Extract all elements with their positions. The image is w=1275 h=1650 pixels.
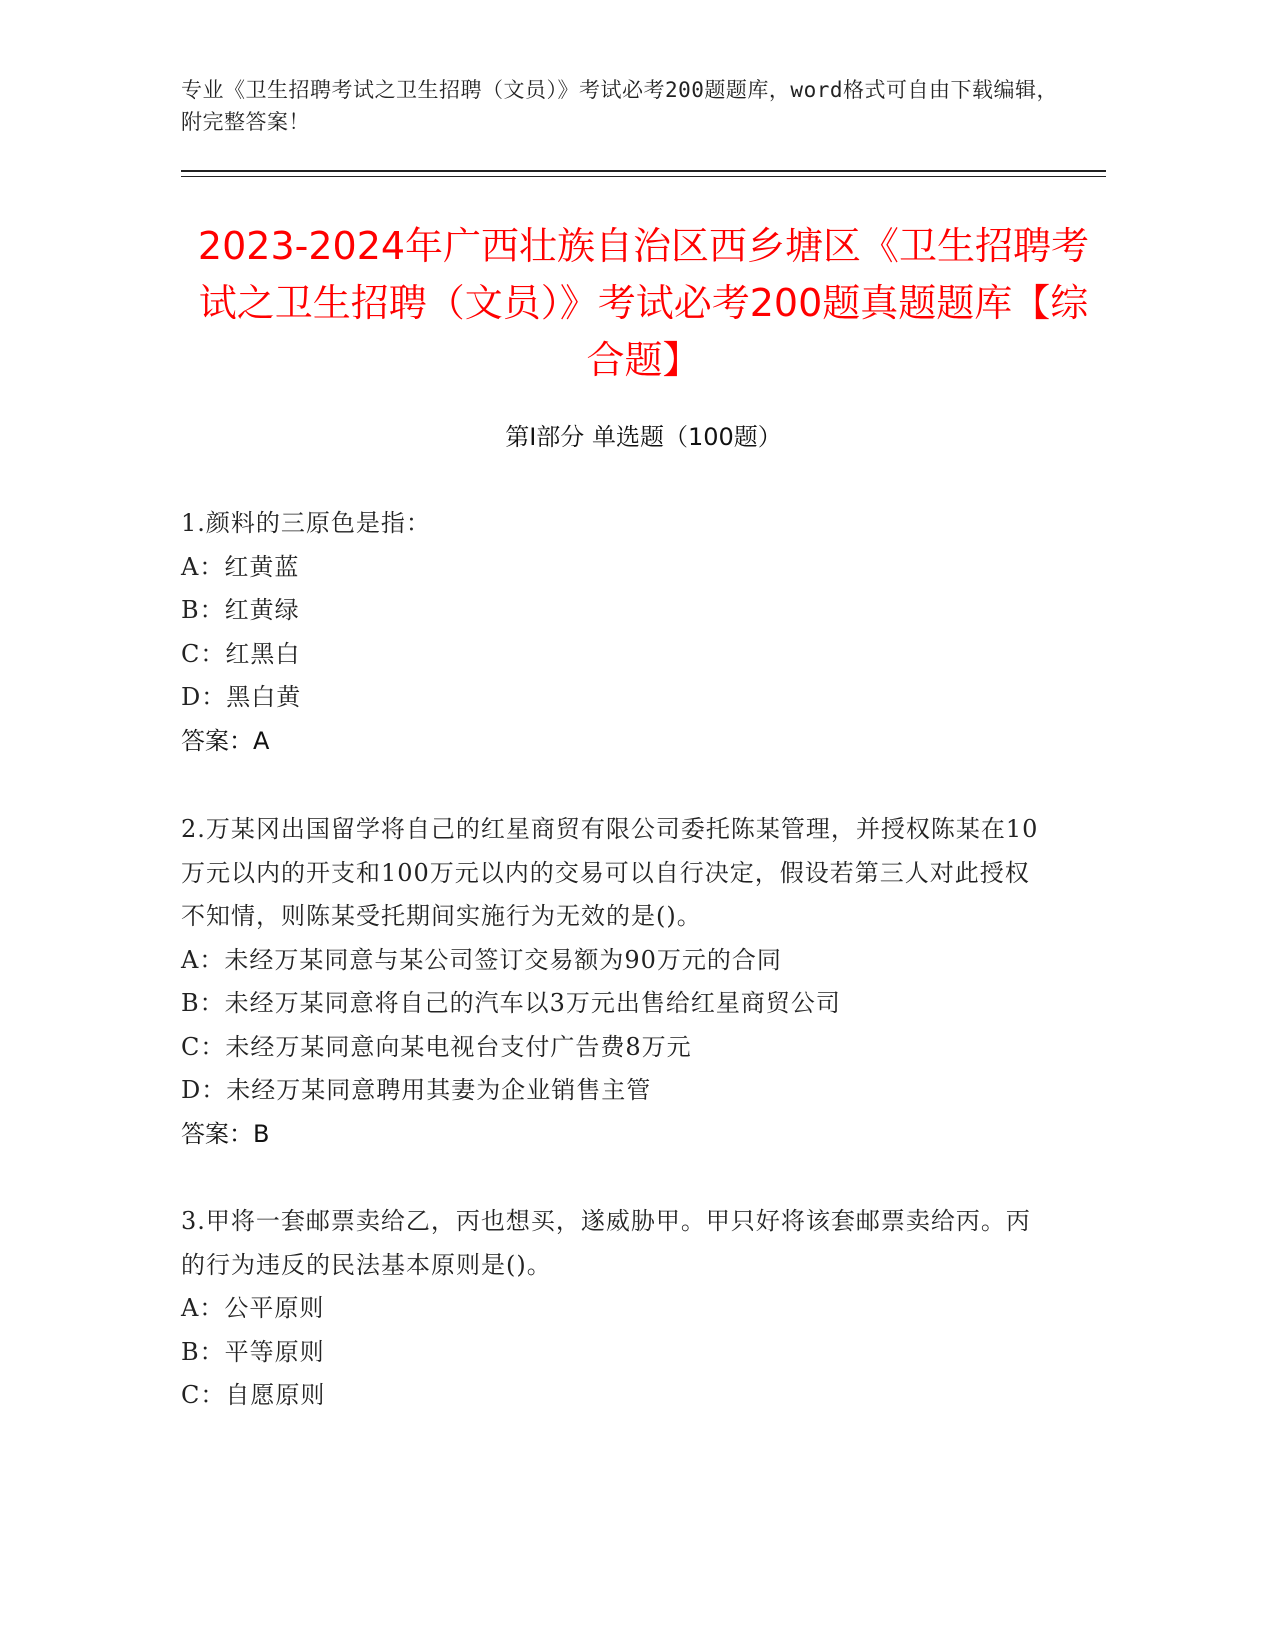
question-2: [181, 808, 1041, 1156]
option-d: D：未经万某同意聘用其妻为企业销售主管: [181, 1076, 652, 1104]
option-a: A：未经万某同意与某公司签订交易额为90万元的合同: [181, 945, 782, 974]
option-b: B：平等原则: [181, 1337, 325, 1366]
option-c: C：自愿原则: [181, 1381, 326, 1409]
option-c: C：红黑白: [181, 639, 301, 668]
option-b: B：未经万某同意将自己的汽车以3万元出售给红星商贸公司: [181, 989, 841, 1017]
option-d: D：黑白黄: [181, 683, 302, 711]
question-stem: 1.颜料的三原色是指：: [181, 509, 431, 537]
option-c: C：未经万某同意向某电视台支付广告费8万元: [181, 1032, 692, 1061]
document-title: 2023-2024年广西壮族自治区西乡塘区《卫生招聘考试之卫生招聘（文员）》考试必考200题真题题库【综合题】: [197, 224, 1090, 382]
answer: 答案：B: [181, 1119, 270, 1148]
header-note: 专业《卫生招聘考试之卫生招聘（文员）》考试必考200题题库，word格式可自由下载编辑，附完整答案！: [181, 78, 1058, 134]
section-title: 第Ⅰ部分 单选题（100题）: [505, 423, 782, 451]
option-a: A：红黄蓝: [181, 552, 300, 581]
question-stem: 3.甲将一套邮票卖给乙，丙也想买，遂威胁甲。甲只好将该套邮票卖给丙。丙的行为违反的民法基本原则是()。: [181, 1207, 1031, 1279]
answer: 答案：A: [181, 726, 270, 755]
header-divider-thin: [181, 176, 1106, 177]
question-stem: 2.万某冈出国留学将自己的红星商贸有限公司委托陈某管理，并授权陈某在10万元以内的开支和100万元以内的交易可以自行决定，假设若第三人对此授权不知情，则陈某受托期间实施行为无效的是()。: [181, 815, 1039, 930]
question-3: [181, 1200, 1041, 1418]
option-b: B：红黄绿: [181, 596, 300, 624]
question-1: [181, 502, 1041, 763]
option-a: A：公平原则: [181, 1294, 325, 1322]
header-divider-thick: [181, 170, 1106, 172]
